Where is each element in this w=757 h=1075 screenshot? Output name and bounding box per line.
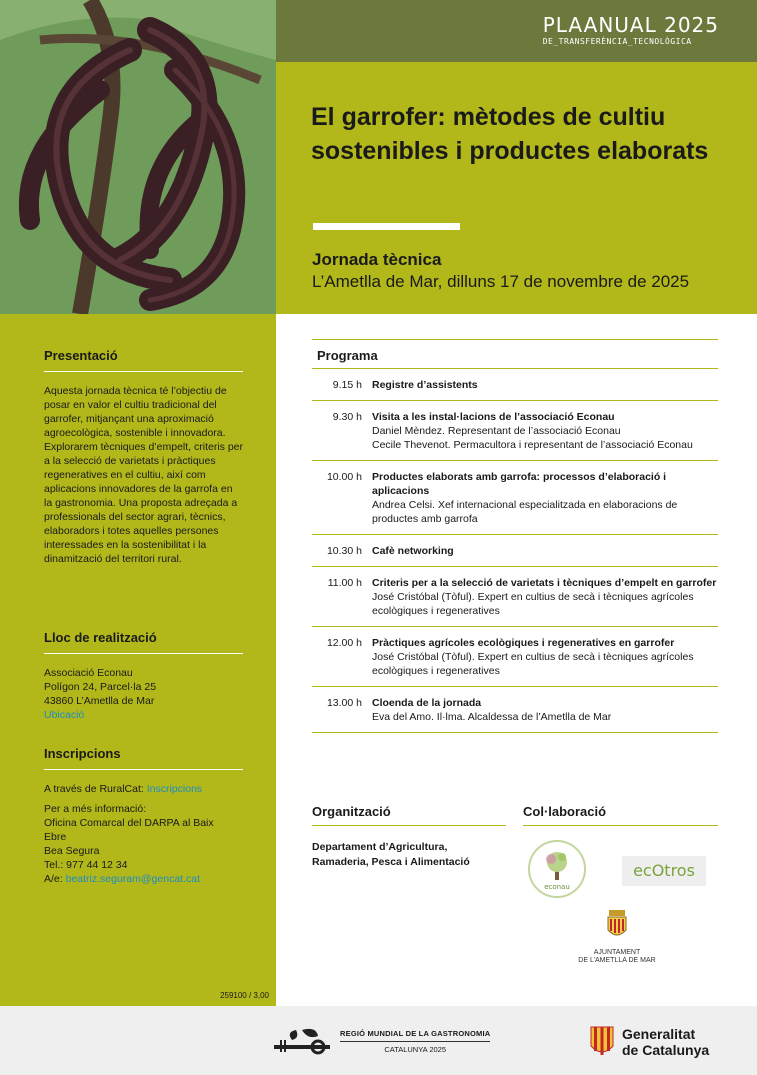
econau-logo-text: econau: [544, 883, 570, 891]
programa-section: [312, 339, 718, 733]
info-contact-name: Bea Segura: [44, 845, 100, 857]
ruralcat-prefix: A través de RuralCat:: [44, 783, 147, 795]
programa-row: [312, 567, 718, 627]
plan-title: PLAANUAL 2025: [542, 13, 719, 37]
programa-speaker: José Cristóbal (Tòful). Expert en cultius de secà i tècniques agrícoles ecològiques i regeneratives: [372, 651, 694, 677]
inscripcions-section: [44, 746, 243, 886]
econau-logo: [528, 840, 586, 898]
fork-leaf-icon: [272, 1026, 332, 1056]
ubicacio-link[interactable]: Ubicació: [44, 709, 85, 721]
tree-icon: [530, 842, 584, 896]
document-code: 259100 / 3,00: [220, 991, 269, 1000]
programa-title: Cafè networking: [372, 545, 454, 557]
collaboracio-heading: Col·laboració: [523, 804, 718, 826]
programa-body: [362, 544, 718, 558]
regio-mundial-logo: [272, 1026, 490, 1056]
presentacio-heading: Presentació: [44, 348, 243, 372]
carob-pods-illustration: [0, 0, 276, 314]
page-title: El garrofer: mètodes de cultiu sostenibles i productes elaborats: [311, 103, 709, 165]
programa-title: Visita a les instal·lacions de l’associació Econau: [372, 411, 615, 423]
programa-time: 12.00 h: [326, 637, 362, 649]
generalitat-line1: Generalitat: [622, 1026, 696, 1042]
programa-body: [362, 636, 718, 678]
programa-body: [362, 378, 718, 392]
inscripcions-heading: Inscripcions: [44, 746, 243, 770]
lloc-heading: Lloc de realització: [44, 630, 243, 654]
programa-title: Productes elaborats amb garrofa: processos d’elaboració i aplicacions: [372, 471, 667, 497]
programa-row: [312, 369, 718, 401]
generalitat-logo: [590, 1026, 709, 1058]
email-prefix: A/e:: [44, 873, 66, 885]
generalitat-line2: de Catalunya: [622, 1042, 710, 1058]
ruralcat-line: [44, 782, 243, 796]
programa-row: [312, 461, 718, 535]
inscripcions-link[interactable]: Inscripcions: [146, 783, 203, 795]
title-panel: [276, 62, 757, 314]
programa-speaker: Daniel Mèndez. Representant de l’associació Econau: [372, 425, 621, 437]
ajuntament-logo: [572, 910, 662, 965]
presentacio-section: [44, 348, 243, 566]
presentacio-text: Aquesta jornada tècnica té l’objectiu de posar en valor el cultiu tradicional del garrofer, mitjançant una aproximació agroecològica, sostenible i innovadora. Explorarem tècniques d’empelt, criteris per a la selecció de varietats i pràctiques regeneratives en el cultiu, així com aplicacions innovadores de la garrofa en la gastronomia. Una proposta adreçada a professionals del sector agrari, tècnics, elaboradors i totes aquelles persones interessades en la sostenibilitat i la dinamització del territori rural.: [44, 385, 243, 565]
plaanual-logo: [543, 14, 719, 48]
coat-of-arms-icon: [606, 910, 628, 940]
organitzacio-section: [312, 804, 506, 870]
lloc-city: 43860 L’Ametlla de Mar: [44, 695, 155, 707]
programa-time: 10.30 h: [326, 545, 362, 557]
programa-body: [362, 696, 718, 724]
programa-time: 9.30 h: [332, 411, 362, 423]
plan-header-bar: [276, 0, 757, 62]
info-label: Per a més informació:: [44, 803, 147, 815]
programa-row: [312, 687, 718, 733]
programa-list: [312, 369, 718, 733]
senyera-shield-icon: [590, 1026, 614, 1058]
programa-row: [312, 535, 718, 567]
programa-time: 10.00 h: [326, 471, 362, 483]
lloc-name: Associació Econau: [44, 667, 133, 679]
lloc-section: [44, 630, 243, 722]
ecotros-logo: ecOtros: [622, 856, 706, 886]
programa-title: Pràctiques agrícoles ecològiques i regeneratives en garrofer: [372, 637, 675, 649]
ajuntament-line2: DE L’AMETLLA DE MAR: [578, 957, 656, 964]
regio-mundial-line1: REGIÓ MUNDIAL DE LA GASTRONOMIA: [340, 1028, 491, 1038]
footer: [0, 1006, 757, 1075]
ajuntament-line1: AJUNTAMENT: [593, 949, 641, 956]
plan-subtitle: DE_TRANSFERÈNCIA_TECNOLÒGICA: [542, 37, 692, 46]
programa-body: [362, 410, 718, 452]
programa-row: [312, 627, 718, 687]
info-office: Oficina Comarcal del DARPA al Baix Ebre: [44, 817, 214, 843]
regio-mundial-line2: CATALUNYA 2025: [340, 1041, 490, 1054]
event-type: Jornada tècnica: [312, 250, 442, 269]
programa-row: [312, 401, 718, 461]
programa-title: Criteris per a la selecció de varietats i tècniques d’empelt en garrofer: [372, 577, 717, 589]
info-phone: Tel.: 977 44 12 34: [44, 859, 128, 871]
programa-time: 11.00 h: [327, 577, 362, 589]
programa-speaker: Eva del Amo. Il·lma. Alcaldessa de l’Ametlla de Mar: [372, 711, 612, 723]
programa-speaker: Cecile Thevenot. Permacultora i representant de l’associació Econau: [372, 439, 693, 451]
email-link[interactable]: beatriz.seguram@gencat.cat: [65, 873, 201, 885]
programa-time: 9.15 h: [332, 379, 362, 391]
programa-body: [362, 470, 718, 526]
lloc-address: Polígon 24, Parcel·la 25: [44, 681, 157, 693]
programa-time: 13.00 h: [326, 697, 362, 709]
programa-speaker: José Cristóbal (Tòful). Expert en cultius de secà i tècniques agrícoles ecològiques i regeneratives: [372, 591, 694, 617]
info-email-line: [44, 872, 243, 886]
event-place-date: L’Ametlla de Mar, dilluns 17 de novembre de 2025: [312, 272, 690, 291]
title-divider: [313, 223, 460, 230]
collaboracio-section: [523, 804, 718, 826]
sidebar: [0, 314, 276, 1006]
programa-title: Cloenda de la jornada: [372, 697, 482, 709]
carob-pods-photo: [0, 0, 276, 314]
programa-heading: Programa: [312, 339, 718, 369]
programa-speaker: Andrea Celsi. Xef internacional especialitzada en elaboracions de productes amb garrofa: [372, 499, 678, 525]
programa-body: [362, 576, 718, 618]
programa-title: Registre d’assistents: [372, 379, 478, 391]
regio-mundial-text: [340, 1029, 490, 1054]
organitzacio-text: Departament d’Agricultura, Ramaderia, Pesca i Alimentació: [312, 841, 470, 868]
organitzacio-heading: Organització: [312, 804, 506, 826]
generalitat-name: [622, 1026, 709, 1058]
